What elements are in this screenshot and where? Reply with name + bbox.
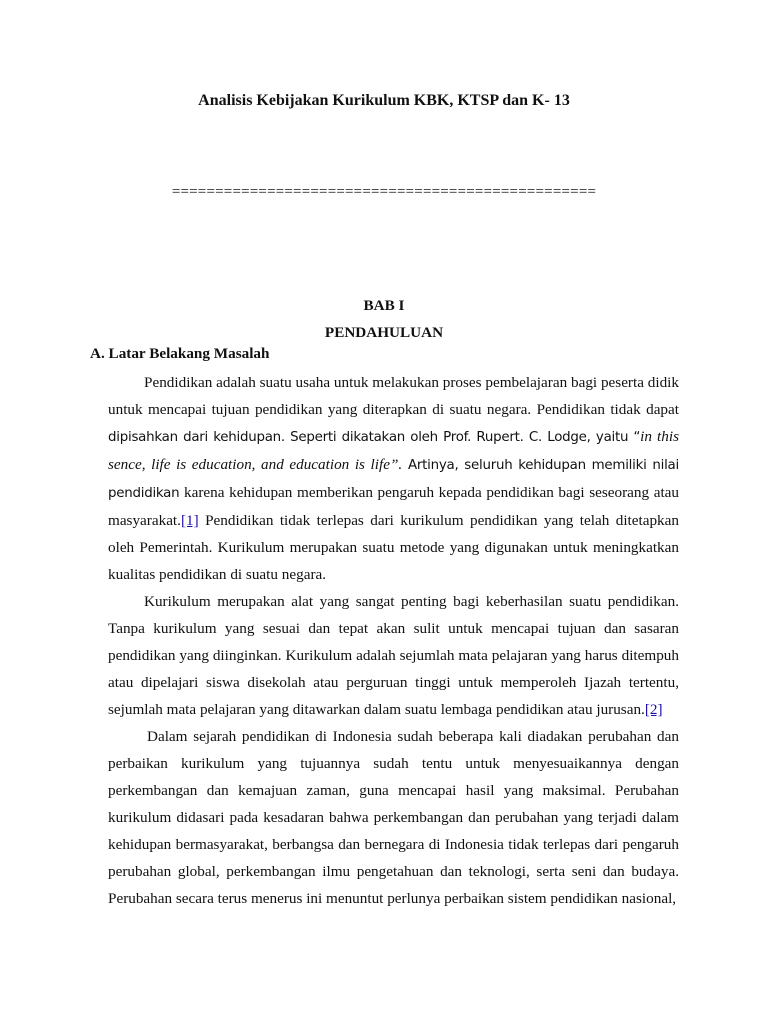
chapter-heading xyxy=(0,292,768,346)
chapter-number: BAB I xyxy=(363,297,405,314)
document-body xyxy=(108,369,679,912)
chapter-title: PENDAHULUAN xyxy=(324,324,444,341)
paragraph-1-text-e: Pendidikan tidak terlepas dari kurikulum pendidikan yang telah ditetapkan oleh Pemerintah. Kurikulum merupakan suatu metode yang digunakan untuk meningkatkan kualitas pendidikan di suatu negara. xyxy=(108,512,679,583)
footnote-link-1[interactable]: [1] xyxy=(180,512,199,529)
paragraph-1-text-b: dipisahkan dari kehidupan. Seperti dikatakan oleh Prof. Rupert. C. Lodge, yaitu “ xyxy=(108,430,641,445)
quote-text: in this sence, life is education, and education is life xyxy=(108,428,679,473)
paragraph-2-text: Kurikulum merupakan alat yang sangat penting bagi keberhasilan suatu pendidikan. Tanpa kurikulum yang sesuai dan tepat akan sulit untuk mencapai tujuan dan sasaran pendidikan yang diinginkan. Kurikulum adalah sejumlah mata pelajaran yang harus ditempuh atau dipelajari siswa disekolah atau perguruan tinggi untuk memperoleh Ijazah tertentu, sejumlah mata pelajaran yang ditawarkan dalam suatu lembaga pendidikan atau jurusan. xyxy=(108,593,679,718)
paragraph-1-text-a: Pendidikan adalah suatu usaha untuk melakukan proses pembelajaran bagi peserta didik untuk mencapai tujuan pendidikan yang diterapkan di suatu negara. Pendidikan tidak dapat xyxy=(108,374,679,418)
paragraph-3 xyxy=(108,723,679,912)
paragraph-2 xyxy=(108,588,679,723)
separator-line: ================================================= xyxy=(171,184,597,200)
paragraph-1-text-d: karena kehidupan memberikan pengaruh kepada pendidikan bagi seseorang atau masyarakat. xyxy=(108,484,680,529)
paragraph-1-text-c: Artinya, seluruh kehidupan memiliki nilai pendidikan xyxy=(108,458,679,501)
footnote-link-2[interactable]: [2] xyxy=(644,701,663,718)
quote-close: ”. xyxy=(389,456,403,473)
paragraph-1 xyxy=(108,369,679,588)
section-heading: A. Latar Belakang Masalah xyxy=(90,345,270,362)
document-title: Analisis Kebijakan Kurikulum KBK, KTSP dan K- 13 xyxy=(198,92,570,109)
paragraph-3-text: Dalam sejarah pendidikan di Indonesia sudah beberapa kali diadakan perubahan dan perbaikan kurikulum yang tujuannya sudah tentu untuk menyesuaikannya dengan perkembangan dan kemajuan zaman, guna mencapai hasil yang maksimal. Perubahan kurikulum didasari pada kesadaran bahwa perkembangan dan perubahan yang terjadi dalam kehidupan bermasyarakat, berbangsa dan bernegara di Indonesia tidak terlepas dari pengaruh perubahan global, perkembangan ilmu pengetahuan dan teknologi, serta seni dan budaya. Perubahan secara terus menerus ini menuntut perlunya perbaikan sistem pendidikan nasional, xyxy=(108,728,679,907)
